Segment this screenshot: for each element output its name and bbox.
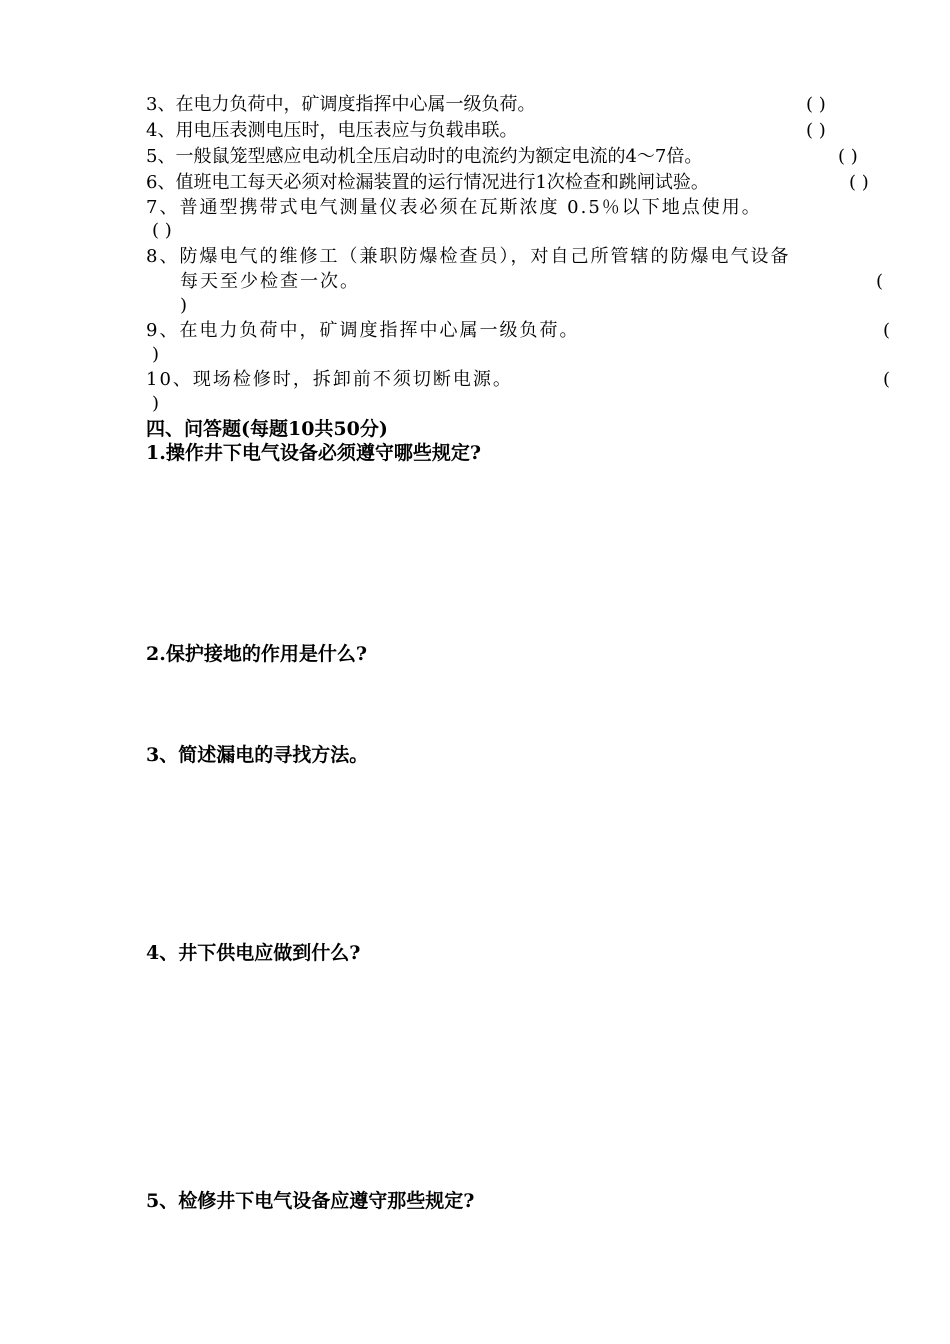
tf-item-5: 5、一般鼠笼型感应电动机全压启动时的电流约为额定电流的4～7倍。 [146,146,703,167]
tf-item-7: 7、普通型携带式电气测量仪表必须在瓦斯浓度 0.5％以下地点使用。 [146,197,762,218]
question-1: 1.操作井下电气设备必须遵守哪些规定? [146,442,481,464]
tf-item-8-continuation: 每天至少检查一次。 [180,271,360,292]
question-3: 3、简述漏电的寻找方法。 [146,744,369,766]
question-2: 2.保护接地的作用是什么? [146,643,367,665]
tf-item-9-paren-close: ) [152,344,160,365]
tf-item-9-paren-open: ( [883,320,891,341]
tf-item-4-answer-paren: ( ) [806,120,826,141]
tf-item-6-answer-paren: ( ) [849,172,869,193]
tf-item-3-answer-paren: ( ) [806,94,826,115]
tf-item-3: 3、在电力负荷中，矿调度指挥中心属一级负荷。 [146,94,536,115]
tf-item-8: 8、防爆电气的维修工（兼职防爆检查员），对自己所管辖的防爆电气设备 [146,246,791,267]
tf-item-8-paren-close: ) [180,295,188,316]
tf-item-7-answer-paren: ( ) [152,220,172,241]
tf-item-8-paren-open: ( [876,271,884,292]
tf-item-10-paren-open: ( [883,369,891,390]
tf-item-9: 9、在电力负荷中，矿调度指挥中心属一级负荷。 [146,320,580,341]
tf-item-6: 6、值班电工每天必须对检漏装置的运行情况进行1次检查和跳闸试验。 [146,172,709,193]
tf-item-10-paren-close: ) [152,393,160,414]
section-four-heading: 四、问答题(每题10共50分) [146,418,388,440]
tf-item-4: 4、用电压表测电压时，电压表应与负载串联。 [146,120,518,141]
question-4: 4、井下供电应做到什么? [146,942,361,964]
tf-item-10: 10、现场检修时，拆卸前不须切断电源。 [146,369,513,390]
question-5: 5、检修井下电气设备应遵守那些规定? [146,1190,475,1212]
tf-item-5-answer-paren: ( ) [838,146,858,167]
